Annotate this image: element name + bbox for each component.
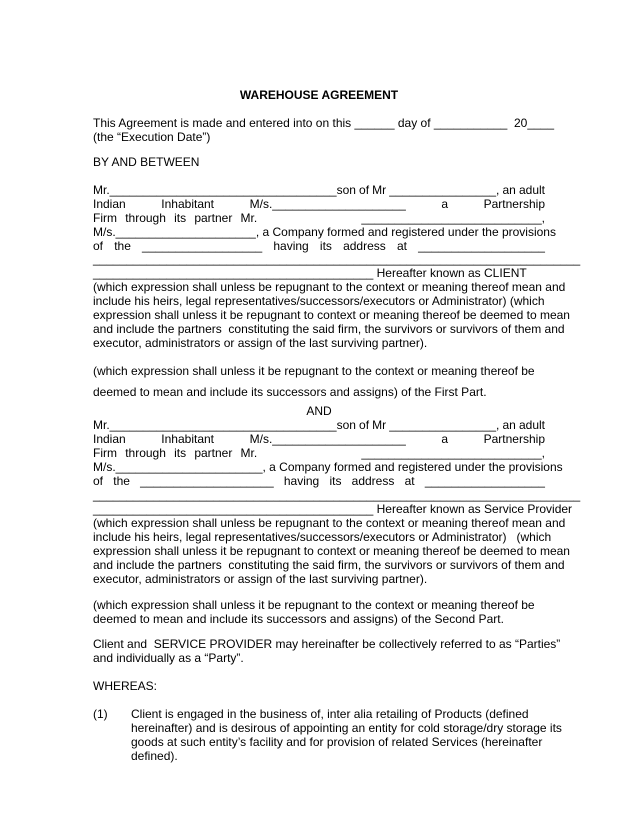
item-line: hereinafter) and is desirous of appointing an entity for cold storage/dry storage its <box>131 721 562 735</box>
word: Firm <box>93 446 117 460</box>
intro-line: This Agreement is made and entered into on this ______ day of ___________ 20____ <box>93 116 555 130</box>
word: Mr <box>372 183 387 197</box>
item-line: goods at such entity’s facility and for provision of related Services (hereinafter <box>131 735 543 749</box>
word: Mr. <box>240 211 258 225</box>
party2-line <box>93 446 545 461</box>
party1-line: expression shall unless it be repugnant to context or meaning thereof be deemed to mean <box>93 308 570 322</box>
party2-line: _________________________________________________________________________ <box>93 488 581 502</box>
word: Mr <box>372 418 387 432</box>
party1-line: deemed to mean and include its successors and assigns) of the First Part. <box>93 385 487 399</box>
word: the <box>113 474 130 488</box>
word: having <box>283 474 320 488</box>
parties-line: and individually as a “Party”. <box>93 651 244 665</box>
word: Indian <box>93 197 126 211</box>
party2-line: (which expression shall unless be repugnant to the context or meaning thereof mean and <box>93 516 566 530</box>
word: address <box>351 474 395 488</box>
party2-line: (which expression shall unless it be repugnant to the context or meaning thereof be <box>93 598 535 612</box>
word: at <box>404 474 415 488</box>
party2-line: executor, administrators or assign of the last surviving partner). <box>93 572 428 586</box>
word: Indian <box>93 432 126 446</box>
word: a <box>441 197 449 211</box>
party1-line: _________________________________________________________________________ <box>93 252 581 266</box>
word: its <box>174 211 187 225</box>
word: ________________, <box>389 183 500 197</box>
word: M/s.____________________ <box>249 197 406 211</box>
word: ___________________________, <box>361 211 545 225</box>
item-number: (1) <box>93 707 108 721</box>
word: a <box>441 432 449 446</box>
word: Firm <box>93 211 117 225</box>
word: of <box>359 183 370 197</box>
word: Mr. <box>240 446 258 460</box>
word: an <box>502 183 516 197</box>
by-and-between: BY AND BETWEEN <box>93 155 200 169</box>
word: Partnership <box>483 197 545 211</box>
party1-line: (which expression shall unless be repugnant to the context or meaning thereof mean and <box>93 280 566 294</box>
word: of <box>93 474 104 488</box>
party1-line <box>93 183 545 198</box>
party2-line: include his heirs, legal representatives/successors/executors or Administrator) (which <box>93 530 552 544</box>
party2-line: deemed to mean and include its successors and assigns) of the Second Part. <box>93 612 504 626</box>
word: its <box>174 446 187 460</box>
party2-line <box>93 418 545 433</box>
party1-line: and include the partners constituting the said firm, the survivors or survivors of them and <box>93 322 565 336</box>
word: adult <box>518 183 545 197</box>
party2-line <box>93 432 545 447</box>
party2-line <box>93 474 545 489</box>
word: ___________________________, <box>361 446 545 460</box>
parties-line: Client and SERVICE PROVIDER may hereinafter be collectively referred to as “Parties” <box>93 637 561 651</box>
party1-line: (which expression shall unless it be repugnant to the context or meaning thereof be <box>93 364 535 378</box>
item-line: defined). <box>131 749 178 763</box>
word: Mr.__________________________________son <box>93 418 356 432</box>
item-line: Client is engaged in the business of, inter alia retailing of Products (defined <box>131 707 529 721</box>
word: through <box>125 211 166 225</box>
party1-line: executor, administrators or assign of the last surviving partner). <box>93 336 428 350</box>
party2-line: __________________________________________ Hereafter known as Service Provider <box>93 502 573 516</box>
word: Inhabitant <box>161 432 215 446</box>
party1-line: __________________________________________ Hereafter known as CLIENT <box>93 266 527 280</box>
word: an <box>502 418 516 432</box>
party2-line: M/s.______________________, a Company formed and registered under the provisions <box>93 460 563 474</box>
word: ___________________ <box>418 239 545 253</box>
word: Mr.__________________________________son <box>93 183 356 197</box>
whereas-heading: WHEREAS: <box>93 679 158 693</box>
word: of <box>93 239 104 253</box>
word: ________________, <box>389 418 500 432</box>
page-title: WAREHOUSE AGREEMENT <box>239 88 399 102</box>
party2-line: expression shall unless it be repugnant to context or meaning thereof be deemed to mean <box>93 544 570 558</box>
word: the <box>114 239 131 253</box>
word: __________________ <box>142 239 263 253</box>
party1-line: include his heirs, legal representatives/successors/executors or Administrator) (which <box>93 294 545 308</box>
word: through <box>125 446 166 460</box>
party1-line: M/s._____________________, a Company formed and registered under the provisions <box>93 225 556 239</box>
word: adult <box>518 418 545 432</box>
word: Partnership <box>483 432 545 446</box>
word: partner <box>194 446 233 460</box>
word: address <box>343 239 386 253</box>
word: Inhabitant <box>161 197 215 211</box>
party1-line <box>93 197 545 212</box>
word: of <box>359 418 370 432</box>
word: having <box>273 239 309 253</box>
intro-line: (the “Execution Date”) <box>93 130 211 144</box>
word: its <box>329 474 342 488</box>
party2-line: and include the partners constituting the said firm, the survivors or survivors of them and <box>93 558 565 572</box>
word: at <box>396 239 407 253</box>
party1-line <box>93 211 545 226</box>
word: __________________ <box>424 474 545 488</box>
and-separator: AND <box>306 404 332 418</box>
word: partner <box>194 211 233 225</box>
word: ____________________ <box>140 474 274 488</box>
word: M/s.____________________ <box>249 432 406 446</box>
word: its <box>319 239 332 253</box>
